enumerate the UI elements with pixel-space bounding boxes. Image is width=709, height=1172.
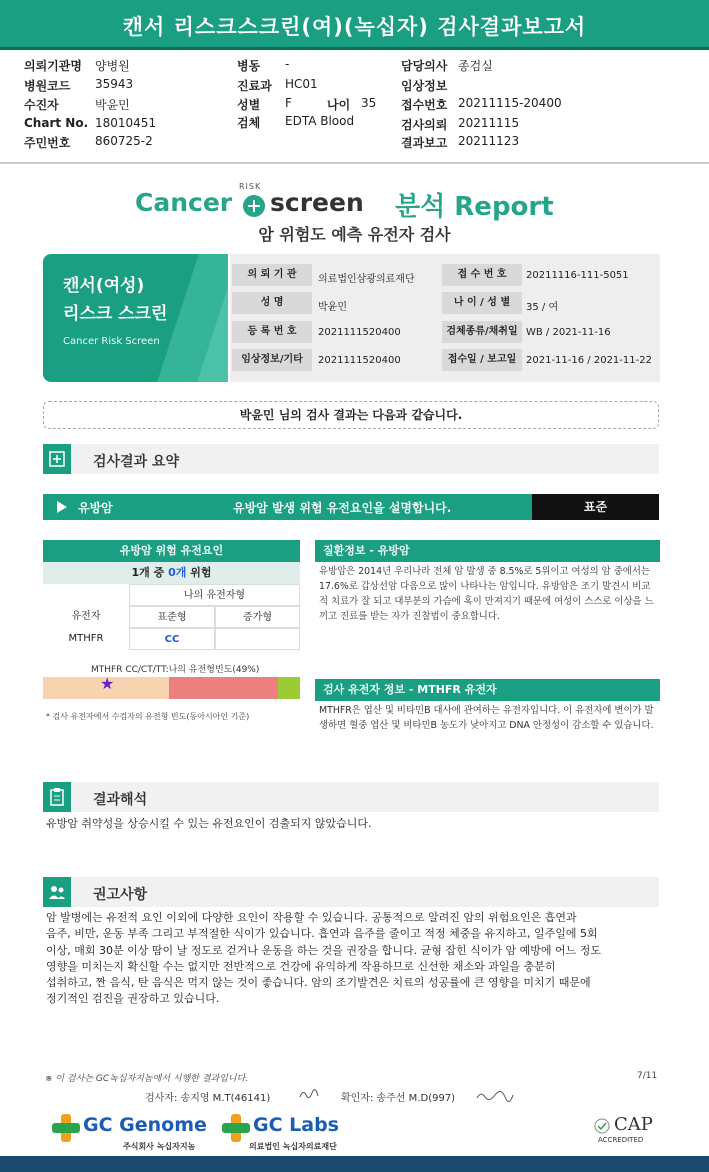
header-label: 주민번호 bbox=[24, 136, 71, 150]
risk-count: 1개 중 0개 위험 bbox=[43, 562, 300, 584]
info-label: 접수일 / 보고일 bbox=[442, 349, 522, 371]
header-value: 20211123 bbox=[458, 134, 520, 148]
header-label: 담당의사 bbox=[401, 59, 448, 73]
section-title: 결과해석 bbox=[93, 792, 148, 808]
advice-text: 암 발병에는 유전적 요인 이외에 다양한 요인이 작용할 수 있습니다. 공통적으로 알려진 암의 위험요인은 흡연과 음주, 비만, 운동 부족 그리고 부적절한 식이가 있습니다. 흡연과 음주를 줄이고 적정 체중을 유지하고, 일주일에 5회 이상, 매회 30분 이상 땀이 날 정도로 걷거나 운동을 하는 것을 권장을 합니다. 균형 잡힌 식이가 암 예방에 어느 정도 영향을 미치는지 확신할 수는 없지만 전반적으로 건강에 유익하게 작용하므로 신선한 채소와 과일을 충분히 섭취하고, 짠 음식, 탄 음식은 먹지 않는 것이 좋습니다. 암의 조기발견은 치료의 성공률에 큰 영향을 미치기 때문에 정기적인 검진을 권장하고 있습니다. bbox=[46, 911, 601, 1006]
divider bbox=[0, 162, 709, 164]
gc-cross-logo bbox=[52, 1114, 80, 1142]
header-value: 종검실 bbox=[458, 59, 493, 73]
gc-labs-logo: GC Labs bbox=[253, 1114, 339, 1136]
cap-accredited-logo: CAP ACCREDITED bbox=[594, 1114, 664, 1148]
header-label: Chart No. bbox=[24, 116, 89, 130]
logo-cancer: Cancer bbox=[135, 188, 233, 217]
patient-info-table bbox=[230, 254, 660, 382]
gene-column-header: 유전자 bbox=[71, 611, 101, 622]
footer-note: ※ 이 검사는 GC녹십자지놈에서 시행한 결과입니다. bbox=[45, 1074, 249, 1084]
confirmer-signature bbox=[475, 1087, 515, 1106]
normal-column-header: 표준형 bbox=[129, 606, 215, 628]
clipboard-icon bbox=[43, 782, 71, 812]
info-label: 등 록 번 호 bbox=[232, 321, 312, 343]
people-icon bbox=[43, 877, 71, 907]
header-value: 박윤민 bbox=[95, 98, 130, 112]
header-value: 35943 bbox=[95, 77, 134, 91]
tester: 검사자: 송지영 M.T(46141) bbox=[145, 1093, 271, 1104]
header-value: HC01 bbox=[285, 77, 318, 91]
disease-info bbox=[315, 540, 660, 626]
header-value: 20211115-20400 bbox=[458, 96, 562, 110]
header-value: 20211115 bbox=[458, 116, 520, 130]
interpretation-text: 유방암 취약성을 상승시킬 수 있는 유전요인이 검출되지 않았습니다. bbox=[46, 817, 372, 830]
header-label: 임상정보 bbox=[401, 79, 448, 93]
gene-info bbox=[315, 679, 660, 735]
report-title: 캔서 리스크스크린(여)(녹십자) 검사결과보고서 bbox=[122, 15, 587, 39]
header-label: 나이 bbox=[327, 98, 351, 112]
info-label: 성 명 bbox=[232, 292, 312, 314]
gc-genome-logo: GC Genome bbox=[83, 1114, 207, 1136]
genotype-frequency-label: MTHFR CC/CT/TT:나의 유전형빈도(49%) bbox=[91, 665, 260, 675]
info-value: 2021111520400 bbox=[318, 327, 401, 338]
plus-circle-icon bbox=[243, 195, 265, 217]
patient-header bbox=[0, 55, 709, 155]
info-value: 박윤민 bbox=[318, 302, 347, 313]
logo-risk: RISK bbox=[239, 182, 262, 191]
header-label: 결과보고 bbox=[401, 136, 448, 150]
header-value: EDTA Blood bbox=[285, 114, 355, 128]
header-label: 수진자 bbox=[24, 98, 59, 112]
genotype-header: 나의 유전자형 bbox=[129, 584, 300, 606]
logo-screen: screen bbox=[270, 188, 364, 217]
normal-genotype: CC bbox=[129, 628, 215, 650]
header-label: 병동 bbox=[237, 59, 261, 73]
header-value: F bbox=[285, 96, 292, 110]
info-label: 의 뢰 기 관 bbox=[232, 264, 312, 286]
header-value: 18010451 bbox=[95, 116, 157, 130]
info-label: 임상정보/기타 bbox=[232, 349, 312, 371]
section-title: 권고사항 bbox=[93, 887, 148, 903]
header-value: 양병원 bbox=[95, 59, 130, 73]
info-value: 2021-11-16 / 2021-11-22 bbox=[526, 355, 652, 366]
title-bar bbox=[0, 0, 709, 50]
gauge-segment-rare bbox=[278, 677, 300, 699]
genotype-frequency-bar bbox=[43, 677, 300, 699]
header-value: - bbox=[285, 57, 290, 71]
cancer-description: 유방암 발생 위험 유전요인을 설명합니다. bbox=[233, 501, 452, 515]
header-label: 접수번호 bbox=[401, 98, 448, 112]
info-value: WB / 2021-11-16 bbox=[526, 327, 611, 338]
gene-info-text: MTHFR은 엽산 및 비타민B 대사에 관여하는 유전자입니다. 이 유전자에 변이가 발생하면 혈중 엽산 및 비타민B 농도가 낮아지고 DNA 안정성이 감소할 수 있습니다. bbox=[319, 705, 654, 731]
info-label: 접 수 번 호 bbox=[442, 264, 522, 286]
info-value: 의료법인삼광의료재단 bbox=[318, 274, 415, 285]
cancer-risk-bar bbox=[43, 494, 659, 520]
cancer-name: 유방암 bbox=[78, 501, 113, 515]
test-name-panel bbox=[43, 254, 228, 382]
gene-info-title: 검사 유전자 정보 - MTHFR 유전자 bbox=[315, 679, 660, 701]
disease-info-title: 질환정보 - 유방암 bbox=[315, 540, 660, 562]
info-value: 35 / 여 bbox=[526, 302, 559, 313]
header-label: 검체 bbox=[237, 116, 261, 130]
info-label: 나 이 / 성 별 bbox=[442, 292, 522, 314]
gc-cross-logo bbox=[222, 1114, 250, 1142]
panel-title: 캔서(여성) 리스크 스크린 bbox=[63, 276, 168, 324]
gc-labs-name: 의료법인 녹십자의료재단 bbox=[249, 1142, 337, 1151]
play-icon bbox=[57, 501, 67, 513]
check-icon bbox=[594, 1118, 610, 1138]
page-subtitle: 암 위험도 예측 유전자 검사 bbox=[258, 225, 451, 244]
risk-level-badge: 표준 bbox=[532, 494, 659, 520]
gauge-segment-mid bbox=[169, 677, 278, 699]
gc-genome-name: 주식회사 녹십자지놈 bbox=[123, 1142, 196, 1151]
info-value: 2021111520400 bbox=[318, 355, 401, 366]
table-header: 유방암 위험 유전요인 bbox=[43, 540, 300, 562]
page-number: 7/11 bbox=[637, 1071, 658, 1081]
gene-risk-table bbox=[43, 540, 300, 652]
header-value: 860725-2 bbox=[95, 134, 153, 148]
disease-info-text: 유방암은 2014년 우리나라 전체 암 발생 중 8.5%로 5위이고 여성의 암 중에서는 17.6%로 갑상선암 다음으로 많이 나타나는 암입니다. 유방암은 조기 발견시 비교적 치료가 잘 되고 대부분의 가슴에 혹이 만져지기 때문에 여성이 스스로 이상을 느끼고 진료를 받는 자가 진찰법이 중요합니다. bbox=[319, 566, 654, 622]
frequency-note: * 검사 유전자에서 수검자의 유전형 빈도(동아시아인 기준) bbox=[46, 712, 250, 721]
bottom-strip bbox=[0, 1156, 709, 1172]
confirmer: 확인자: 송주선 M.D(997) bbox=[341, 1093, 456, 1104]
header-label: 검사의뢰 bbox=[401, 118, 448, 132]
tester-signature bbox=[298, 1086, 320, 1105]
info-label: 검체종류/채취일 bbox=[442, 321, 522, 343]
advice-section-header bbox=[43, 877, 659, 907]
header-value: 35 bbox=[361, 96, 377, 110]
header-label: 성별 bbox=[237, 98, 261, 112]
gene-name: MTHFR bbox=[68, 633, 104, 644]
document-plus-icon bbox=[43, 444, 71, 474]
star-icon: ★ bbox=[100, 677, 115, 693]
summary-section-header bbox=[43, 444, 659, 474]
info-value: 20211116-111-5051 bbox=[526, 270, 629, 281]
header-label: 병원코드 bbox=[24, 79, 71, 93]
logo-report: 분석 Report bbox=[395, 192, 554, 222]
cancer-screen-logo bbox=[0, 182, 709, 222]
increased-column-header: 증가형 bbox=[215, 606, 300, 628]
panel-english-title: Cancer Risk Screen bbox=[63, 336, 160, 347]
interpretation-section-header bbox=[43, 782, 659, 812]
result-notice: 박윤민 님의 검사 결과는 다음과 같습니다. bbox=[43, 401, 659, 429]
header-label: 진료과 bbox=[237, 79, 272, 93]
section-title: 검사결과 요약 bbox=[93, 454, 180, 470]
header-label: 의뢰기관명 bbox=[24, 59, 82, 73]
increased-genotype bbox=[215, 628, 300, 650]
